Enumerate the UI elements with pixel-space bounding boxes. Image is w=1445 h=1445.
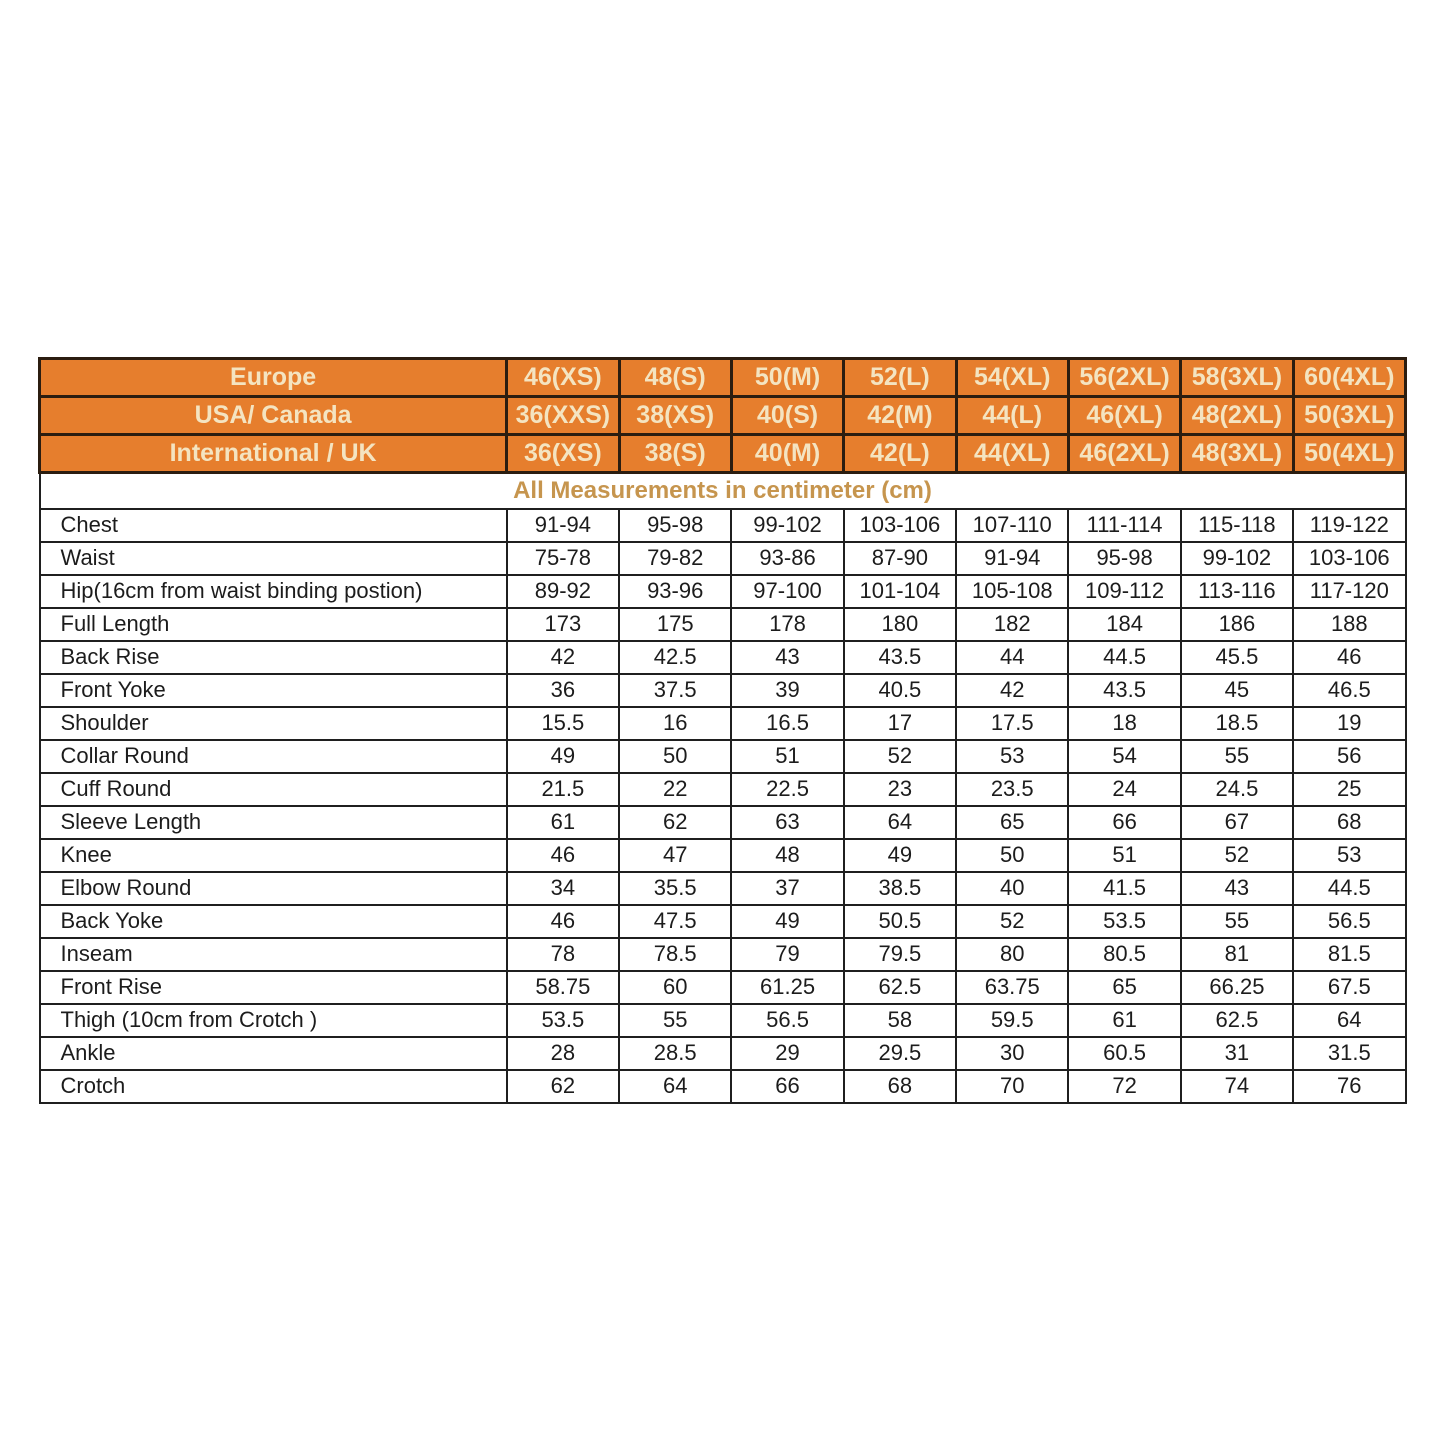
cell-value: 43.5 <box>1068 674 1180 707</box>
size-header-cell: 48(3XL) <box>1181 435 1293 473</box>
cell-value: 182 <box>956 608 1068 641</box>
cell-value: 28.5 <box>619 1037 731 1070</box>
table-row <box>40 740 1406 773</box>
cell-value: 54 <box>1068 740 1180 773</box>
region-label: Europe <box>40 359 507 397</box>
cell-value: 56.5 <box>1293 905 1405 938</box>
cell-value: 23 <box>844 773 956 806</box>
cell-value: 44 <box>956 641 1068 674</box>
cell-value: 91-94 <box>956 542 1068 575</box>
table-row <box>40 1004 1406 1037</box>
header-row <box>40 397 1406 435</box>
row-label: Front Yoke <box>40 674 507 707</box>
cell-value: 91-94 <box>507 509 619 542</box>
cell-value: 28 <box>507 1037 619 1070</box>
cell-value: 95-98 <box>1068 542 1180 575</box>
cell-value: 50.5 <box>844 905 956 938</box>
row-label: Front Rise <box>40 971 507 1004</box>
cell-value: 37 <box>731 872 843 905</box>
cell-value: 25 <box>1293 773 1405 806</box>
cell-value: 99-102 <box>1181 542 1293 575</box>
cell-value: 188 <box>1293 608 1405 641</box>
cell-value: 55 <box>619 1004 731 1037</box>
row-label: Collar Round <box>40 740 507 773</box>
cell-value: 50 <box>956 839 1068 872</box>
cell-value: 61 <box>507 806 619 839</box>
table-row <box>40 575 1406 608</box>
table-row <box>40 839 1406 872</box>
cell-value: 62.5 <box>844 971 956 1004</box>
cell-value: 66.25 <box>1181 971 1293 1004</box>
size-chart-measurements <box>40 509 1406 1103</box>
size-chart-table <box>38 357 1407 1104</box>
cell-value: 109-112 <box>1068 575 1180 608</box>
cell-value: 46 <box>507 905 619 938</box>
cell-value: 79 <box>731 938 843 971</box>
cell-value: 62 <box>507 1070 619 1103</box>
cell-value: 81 <box>1181 938 1293 971</box>
cell-value: 53 <box>1293 839 1405 872</box>
cell-value: 36 <box>507 674 619 707</box>
cell-value: 43 <box>731 641 843 674</box>
cell-value: 79.5 <box>844 938 956 971</box>
cell-value: 44.5 <box>1293 872 1405 905</box>
cell-value: 17.5 <box>956 707 1068 740</box>
table-row <box>40 674 1406 707</box>
row-label: Inseam <box>40 938 507 971</box>
cell-value: 64 <box>1293 1004 1405 1037</box>
row-label: Cuff Round <box>40 773 507 806</box>
cell-value: 175 <box>619 608 731 641</box>
cell-value: 55 <box>1181 740 1293 773</box>
cell-value: 58 <box>844 1004 956 1037</box>
size-header-cell: 46(2XL) <box>1068 435 1180 473</box>
table-row <box>40 608 1406 641</box>
size-header-cell: 60(4XL) <box>1293 359 1405 397</box>
cell-value: 66 <box>1068 806 1180 839</box>
cell-value: 80.5 <box>1068 938 1180 971</box>
cell-value: 65 <box>956 806 1068 839</box>
cell-value: 52 <box>956 905 1068 938</box>
size-header-cell: 50(3XL) <box>1293 397 1405 435</box>
row-label: Full Length <box>40 608 507 641</box>
cell-value: 42 <box>507 641 619 674</box>
cell-value: 53.5 <box>507 1004 619 1037</box>
cell-value: 64 <box>844 806 956 839</box>
cell-value: 38.5 <box>844 872 956 905</box>
cell-value: 97-100 <box>731 575 843 608</box>
cell-value: 66 <box>731 1070 843 1103</box>
cell-value: 67.5 <box>1293 971 1405 1004</box>
cell-value: 16.5 <box>731 707 843 740</box>
row-label: Waist <box>40 542 507 575</box>
cell-value: 61.25 <box>731 971 843 1004</box>
cell-value: 63.75 <box>956 971 1068 1004</box>
cell-value: 23.5 <box>956 773 1068 806</box>
cell-value: 79-82 <box>619 542 731 575</box>
cell-value: 103-106 <box>1293 542 1405 575</box>
row-label: Shoulder <box>40 707 507 740</box>
cell-value: 59.5 <box>956 1004 1068 1037</box>
cell-value: 34 <box>507 872 619 905</box>
size-header-cell: 46(XS) <box>507 359 619 397</box>
row-label: Chest <box>40 509 507 542</box>
size-header-cell: 54(XL) <box>956 359 1068 397</box>
cell-value: 22.5 <box>731 773 843 806</box>
cell-value: 31 <box>1181 1037 1293 1070</box>
cell-value: 89-92 <box>507 575 619 608</box>
cell-value: 46 <box>1293 641 1405 674</box>
cell-value: 45 <box>1181 674 1293 707</box>
cell-value: 49 <box>844 839 956 872</box>
table-row <box>40 1037 1406 1070</box>
cell-value: 56.5 <box>731 1004 843 1037</box>
cell-value: 80 <box>956 938 1068 971</box>
size-header-cell: 46(XL) <box>1068 397 1180 435</box>
cell-value: 56 <box>1293 740 1405 773</box>
cell-value: 21.5 <box>507 773 619 806</box>
cell-value: 61 <box>1068 1004 1180 1037</box>
table-row <box>40 806 1406 839</box>
cell-value: 52 <box>1181 839 1293 872</box>
row-label: Crotch <box>40 1070 507 1103</box>
cell-value: 186 <box>1181 608 1293 641</box>
cell-value: 43 <box>1181 872 1293 905</box>
cell-value: 55 <box>1181 905 1293 938</box>
cell-value: 67 <box>1181 806 1293 839</box>
size-header-cell: 36(XS) <box>507 435 619 473</box>
cell-value: 40 <box>956 872 1068 905</box>
cell-value: 24 <box>1068 773 1180 806</box>
cell-value: 17 <box>844 707 956 740</box>
row-label: Ankle <box>40 1037 507 1070</box>
cell-value: 74 <box>1181 1070 1293 1103</box>
table-row <box>40 971 1406 1004</box>
header-row <box>40 359 1406 397</box>
cell-value: 41.5 <box>1068 872 1180 905</box>
cell-value: 93-96 <box>619 575 731 608</box>
cell-value: 51 <box>1068 839 1180 872</box>
size-chart-header <box>40 359 1406 473</box>
cell-value: 42 <box>956 674 1068 707</box>
cell-value: 47 <box>619 839 731 872</box>
cell-value: 99-102 <box>731 509 843 542</box>
cell-value: 51 <box>731 740 843 773</box>
cell-value: 53.5 <box>1068 905 1180 938</box>
cell-value: 46.5 <box>1293 674 1405 707</box>
cell-value: 107-110 <box>956 509 1068 542</box>
cell-value: 62.5 <box>1181 1004 1293 1037</box>
cell-value: 119-122 <box>1293 509 1405 542</box>
table-row <box>40 542 1406 575</box>
cell-value: 70 <box>956 1070 1068 1103</box>
size-header-cell: 56(2XL) <box>1068 359 1180 397</box>
table-row <box>40 872 1406 905</box>
cell-value: 173 <box>507 608 619 641</box>
cell-value: 18.5 <box>1181 707 1293 740</box>
table-row <box>40 938 1406 971</box>
cell-value: 48 <box>731 839 843 872</box>
cell-value: 45.5 <box>1181 641 1293 674</box>
cell-value: 24.5 <box>1181 773 1293 806</box>
measurement-note-row <box>40 473 1406 509</box>
cell-value: 35.5 <box>619 872 731 905</box>
cell-value: 64 <box>619 1070 731 1103</box>
size-header-cell: 48(2XL) <box>1181 397 1293 435</box>
size-header-cell: 44(XL) <box>956 435 1068 473</box>
cell-value: 75-78 <box>507 542 619 575</box>
cell-value: 47.5 <box>619 905 731 938</box>
size-chart-note-body <box>40 473 1406 509</box>
region-label: USA/ Canada <box>40 397 507 435</box>
cell-value: 42.5 <box>619 641 731 674</box>
cell-value: 44.5 <box>1068 641 1180 674</box>
size-header-cell: 38(XS) <box>619 397 731 435</box>
cell-value: 29.5 <box>844 1037 956 1070</box>
table-row <box>40 509 1406 542</box>
size-header-cell: 36(XXS) <box>507 397 619 435</box>
cell-value: 30 <box>956 1037 1068 1070</box>
size-header-cell: 44(L) <box>956 397 1068 435</box>
cell-value: 39 <box>731 674 843 707</box>
row-label: Thigh (10cm from Crotch ) <box>40 1004 507 1037</box>
cell-value: 50 <box>619 740 731 773</box>
measurement-note: All Measurements in centimeter (cm) <box>40 473 1406 509</box>
cell-value: 19 <box>1293 707 1405 740</box>
cell-value: 62 <box>619 806 731 839</box>
cell-value: 178 <box>731 608 843 641</box>
cell-value: 49 <box>507 740 619 773</box>
cell-value: 29 <box>731 1037 843 1070</box>
cell-value: 78 <box>507 938 619 971</box>
cell-value: 37.5 <box>619 674 731 707</box>
cell-value: 18 <box>1068 707 1180 740</box>
cell-value: 31.5 <box>1293 1037 1405 1070</box>
cell-value: 16 <box>619 707 731 740</box>
cell-value: 46 <box>507 839 619 872</box>
cell-value: 113-116 <box>1181 575 1293 608</box>
cell-value: 60 <box>619 971 731 1004</box>
cell-value: 117-120 <box>1293 575 1405 608</box>
cell-value: 95-98 <box>619 509 731 542</box>
cell-value: 72 <box>1068 1070 1180 1103</box>
cell-value: 49 <box>731 905 843 938</box>
row-label: Sleeve Length <box>40 806 507 839</box>
cell-value: 40.5 <box>844 674 956 707</box>
row-label: Back Rise <box>40 641 507 674</box>
cell-value: 60.5 <box>1068 1037 1180 1070</box>
cell-value: 105-108 <box>956 575 1068 608</box>
cell-value: 68 <box>1293 806 1405 839</box>
table-row <box>40 773 1406 806</box>
table-row <box>40 707 1406 740</box>
cell-value: 58.75 <box>507 971 619 1004</box>
size-header-cell: 40(S) <box>731 397 843 435</box>
cell-value: 184 <box>1068 608 1180 641</box>
header-row <box>40 435 1406 473</box>
cell-value: 63 <box>731 806 843 839</box>
cell-value: 81.5 <box>1293 938 1405 971</box>
cell-value: 43.5 <box>844 641 956 674</box>
row-label: Hip(16cm from waist binding postion) <box>40 575 507 608</box>
size-header-cell: 48(S) <box>619 359 731 397</box>
cell-value: 180 <box>844 608 956 641</box>
row-label: Knee <box>40 839 507 872</box>
cell-value: 101-104 <box>844 575 956 608</box>
size-header-cell: 50(4XL) <box>1293 435 1405 473</box>
cell-value: 76 <box>1293 1070 1405 1103</box>
cell-value: 22 <box>619 773 731 806</box>
size-header-cell: 40(M) <box>731 435 843 473</box>
cell-value: 68 <box>844 1070 956 1103</box>
cell-value: 93-86 <box>731 542 843 575</box>
size-chart-wrap <box>38 357 1407 1104</box>
size-header-cell: 38(S) <box>619 435 731 473</box>
size-header-cell: 50(M) <box>731 359 843 397</box>
row-label: Elbow Round <box>40 872 507 905</box>
cell-value: 115-118 <box>1181 509 1293 542</box>
cell-value: 87-90 <box>844 542 956 575</box>
size-header-cell: 52(L) <box>844 359 956 397</box>
row-label: Back Yoke <box>40 905 507 938</box>
cell-value: 15.5 <box>507 707 619 740</box>
cell-value: 53 <box>956 740 1068 773</box>
table-row <box>40 1070 1406 1103</box>
size-header-cell: 58(3XL) <box>1181 359 1293 397</box>
region-label: International / UK <box>40 435 507 473</box>
cell-value: 52 <box>844 740 956 773</box>
cell-value: 65 <box>1068 971 1180 1004</box>
table-row <box>40 905 1406 938</box>
cell-value: 78.5 <box>619 938 731 971</box>
size-header-cell: 42(L) <box>844 435 956 473</box>
cell-value: 111-114 <box>1068 509 1180 542</box>
cell-value: 103-106 <box>844 509 956 542</box>
table-row <box>40 641 1406 674</box>
size-header-cell: 42(M) <box>844 397 956 435</box>
